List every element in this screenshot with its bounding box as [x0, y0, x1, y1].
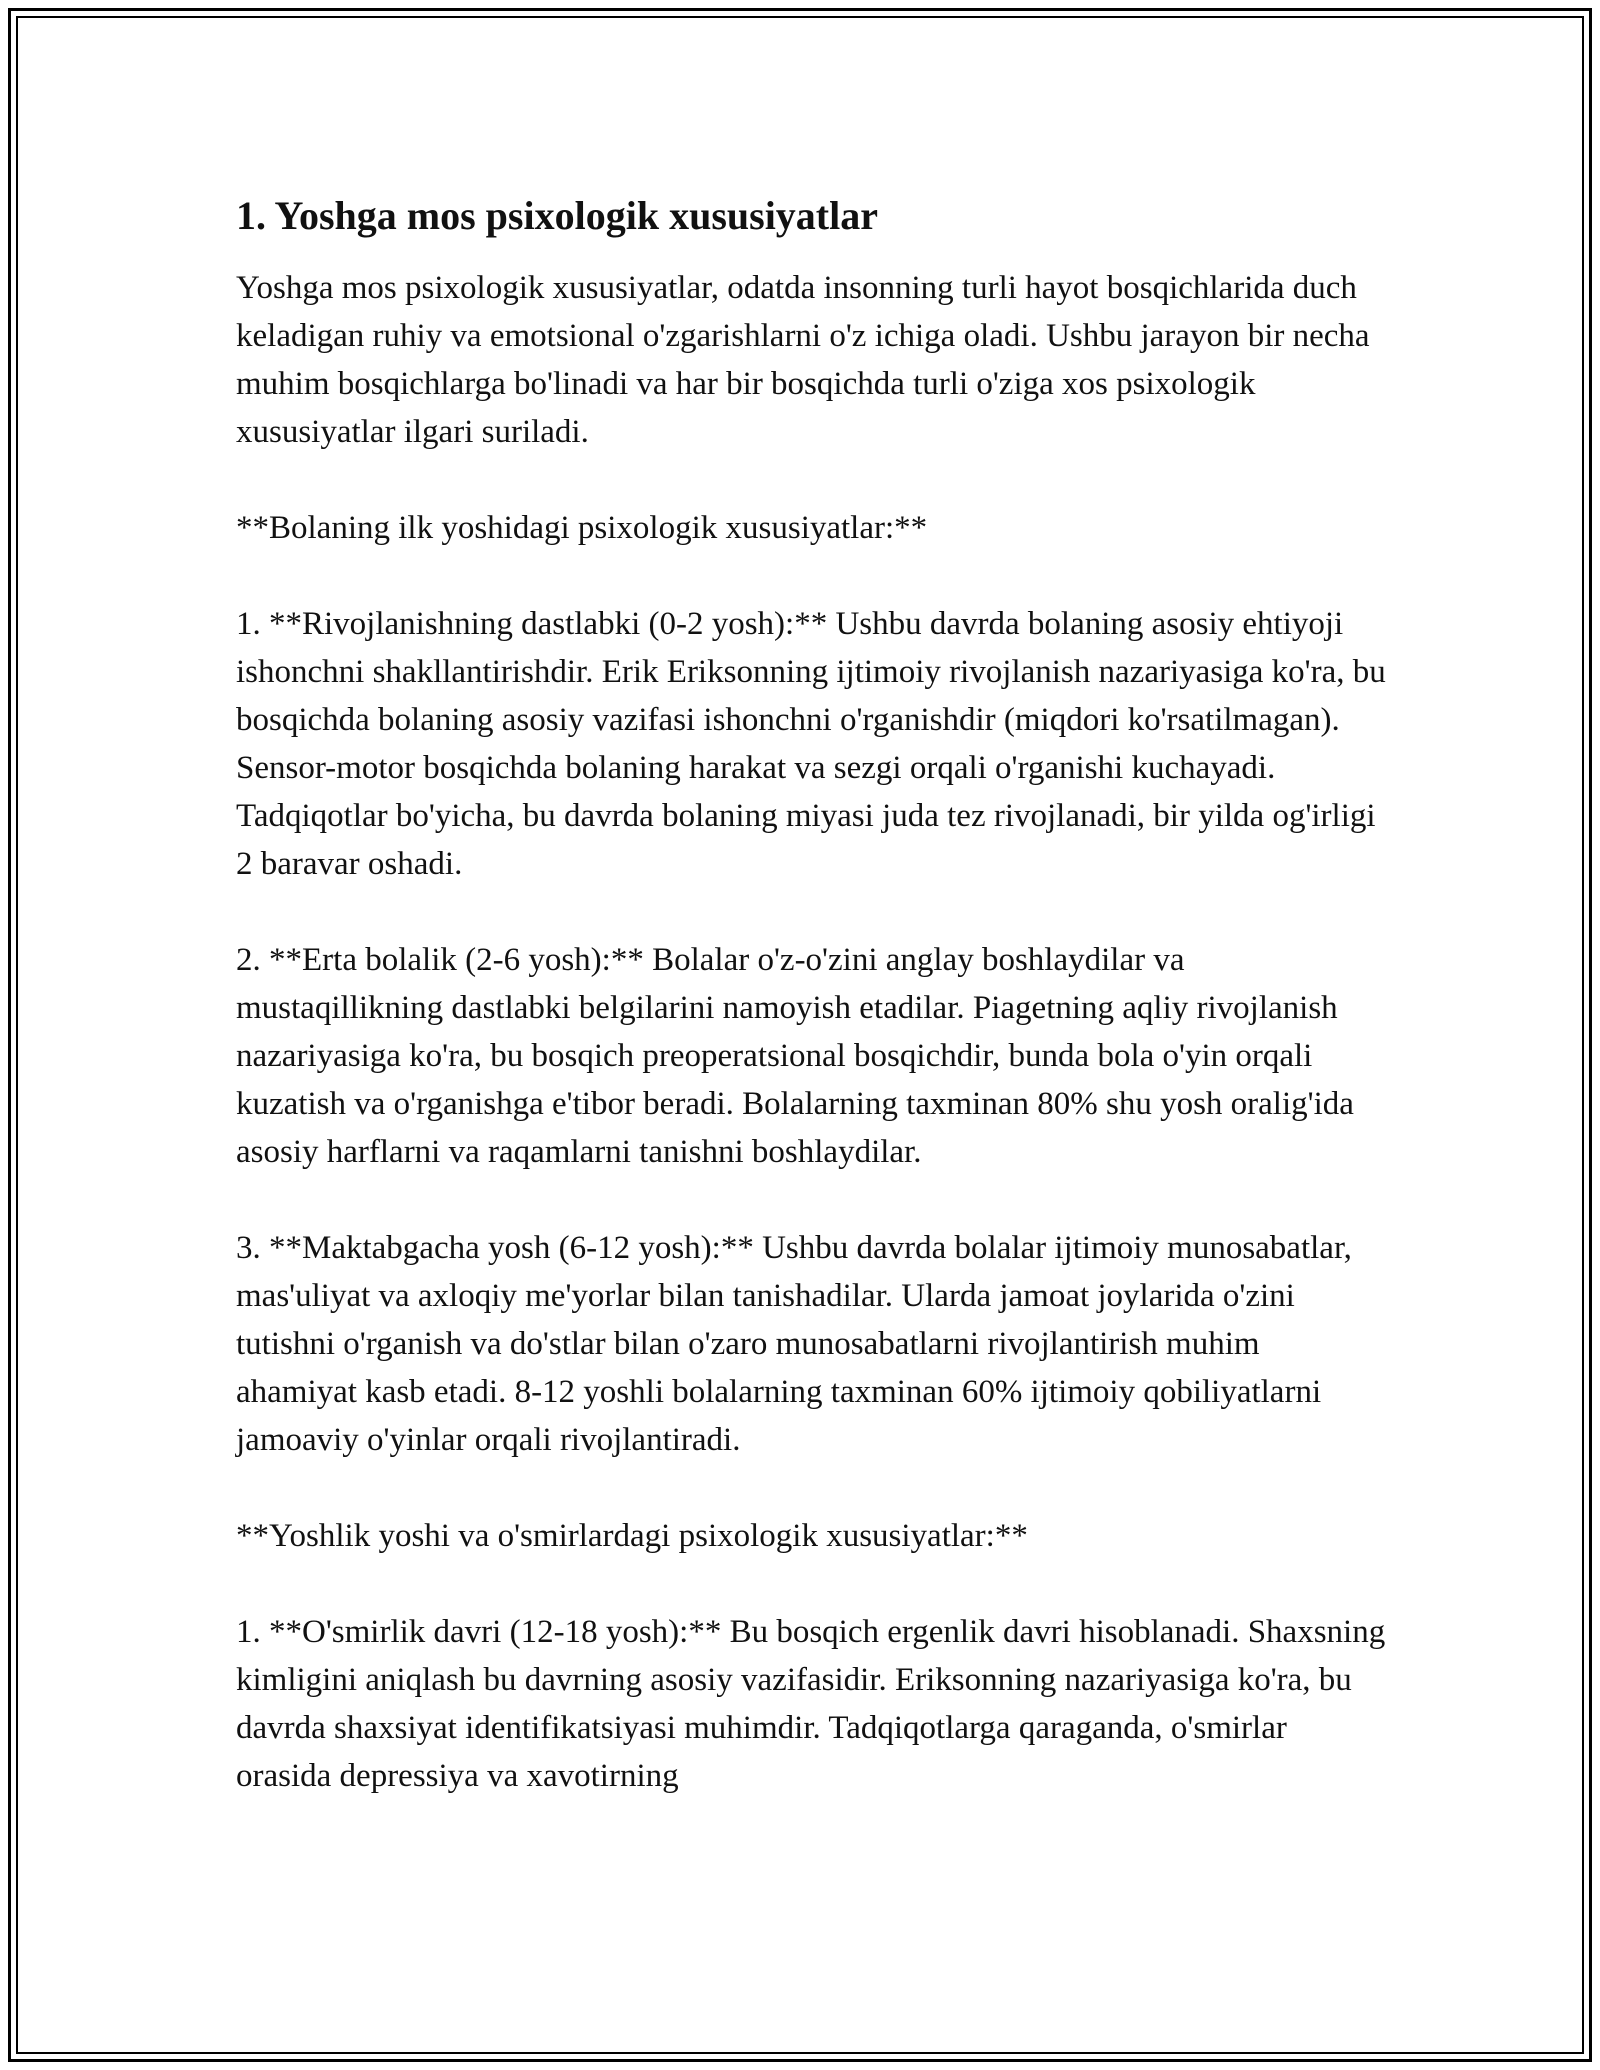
subheading-adolescence: **Yoshlik yoshi va o'smirlardagi psixologik xususiyatlar:** [236, 1518, 1028, 1554]
intro-paragraph: Yoshga mos psixologik xususiyatlar, odatda insonning turli hayot bosqichlarida duch keladigan ruhiy va emotsional o'zgarishlarni o'z ichiga oladi. Ushbu jarayon bir necha muhim bosqichlarga bo'linadi va har bir bosqichda turli o'ziga xos psixologik xususiyatlar ilgari suriladi. [236, 270, 1370, 450]
section-heading: 1. Yoshga mos psixologik xususiyatlar [236, 193, 878, 238]
list-item-school-age: 3. **Maktabgacha yosh (6-12 yosh):** Ushbu davrda bolalar ijtimoiy munosabatlar, mas'uliyat va axloqiy me'yorlar bilan tanishadilar. Ularda jamoat joylarida o'zini tutishni o'rganish va do'stlar bilan o'zaro munosabatlarni rivojlantirish muhim ahamiyat kasb etadi. 8-12 yoshli bolalarning taxminan 60% ijtimoiy qobiliyatlarni jamoaviy o'yinlar orqali rivojlantiradi. [236, 1230, 1352, 1458]
list-item-adolescence: 1. **O'smirlik davri (12-18 yosh):** Bu bosqich ergenlik davri hisoblanadi. Shaxsning kimligini aniqlash bu davrning asosiy vazifasidir. Eriksonning nazariyasiga ko'ra, bu davrda shaxsiyat identifikatsiyasi muhimdir. Tadqiqotlarga qaraganda, o'smirlar orasida depressiya va xavotirning [236, 1614, 1386, 1794]
subheading-early-childhood: **Bolaning ilk yoshidagi psixologik xususiyatlar:** [236, 510, 928, 546]
document-body [236, 186, 1386, 1848]
list-item-infancy: 1. **Rivojlanishning dastlabki (0-2 yosh):** Ushbu davrda bolaning asosiy ehtiyoji ishonchni shakllantirishdir. Erik Eriksonning ijtimoiy rivojlanish nazariyasiga ko'ra, bu bosqichda bolaning asosiy vazifasi ishonchni o'rganishdir (miqdori ko'rsatilmagan). Sensor-motor bosqichda bolaning harakat va sezgi orqali o'rganishi kuchayadi. Tadqiqotlar bo'yicha, bu davrda bolaning miyasi juda tez rivojlanadi, bir yilda og'irligi 2 baravar oshadi. [236, 606, 1386, 882]
list-item-early-childhood: 2. **Erta bolalik (2-6 yosh):** Bolalar o'z-o'zini anglay boshlaydilar va mustaqillikning dastlabki belgilarini namoyish etadilar. Piagetning aqliy rivojlanish nazariyasiga ko'ra, bu bosqich preoperatsional bosqichdir, bunda bola o'yin orqali kuzatish va o'rganishga e'tibor beradi. Bolalarning taxminan 80% shu yosh oralig'ida asosiy harflarni va raqamlarni tanishni boshlaydilar. [236, 942, 1354, 1170]
